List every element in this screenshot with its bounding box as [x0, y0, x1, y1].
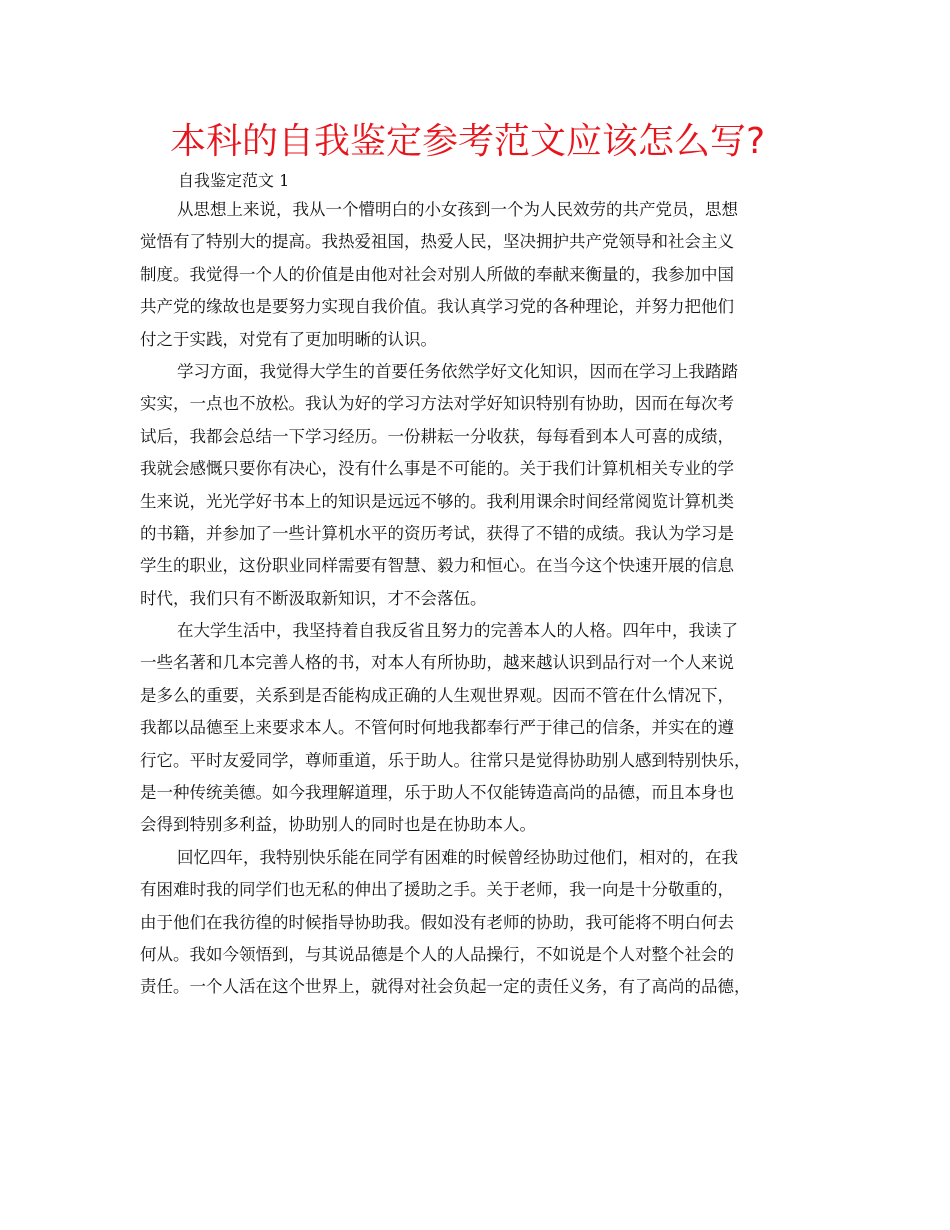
text-line: 觉悟有了特别大的提高。我热爱祖国，热爱人民，坚决拥护共产党领导和社会主义	[140, 232, 734, 252]
text-line: 试后，我都会总结一下学习经历。一份耕耘一分收获，每每看到本人可喜的成绩，	[140, 426, 734, 446]
text-line: 制度。我觉得一个人的价值是由他对社会对别人所做的奉献来衡量的，我参加中国	[140, 264, 734, 284]
text-line: 学习方面，我觉得大学生的首要任务依然学好文化知识，因而在学习上我踏踏	[177, 361, 738, 381]
text-line: 行它。平时友爱同学，尊师重道，乐于助人。往常只是觉得协助别人感到特别快乐，	[140, 750, 751, 770]
document-title: 本科的自我鉴定参考范文应该怎么写?	[170, 121, 766, 162]
paragraph-4	[140, 842, 812, 1004]
text-line: 时代，我们只有不断汲取新知识，才不会落伍。	[140, 588, 487, 608]
text-line: 回忆四年，我特别快乐能在同学有困难的时候曾经协助过他们，相对的，在我	[177, 847, 738, 867]
text-line: 付之于实践，对党有了更加明晰的认识。	[140, 329, 437, 349]
text-line: 的书籍，并参加了一些计算机水平的资历考试，获得了不错的成绩。我认为学习是	[140, 523, 734, 543]
text-line: 我就会感慨只要你有决心，没有什么事是不可能的。关于我们计算机相关专业的学	[140, 459, 734, 479]
text-line: 实实，一点也不放松。我认为好的学习方法对学好知识特别有协助，因而在每次考	[140, 394, 734, 414]
document-body	[140, 194, 812, 1004]
text-line: 会得到特别多利益，协助别人的同时也是在协助本人。	[140, 815, 536, 835]
text-line: 生来说，光光学好书本上的知识是远远不够的。我利用课余时间经常阅览计算机类	[140, 491, 734, 511]
text-line: 何从。我如今领悟到，与其说品德是个人的人品操行，不如说是个人对整个社会的	[140, 944, 734, 964]
text-line: 是一种传统美德。如今我理解道理，乐于助人不仅能铸造高尚的品德，而且本身也	[140, 783, 734, 803]
paragraph-2	[140, 356, 812, 615]
paragraph-3	[140, 615, 812, 842]
text-line: 是多么的重要，关系到是否能构成正确的人生观世界观。因而不管在什么情况下，	[140, 685, 734, 705]
text-line: 有困难时我的同学们也无私的伸出了援助之手。关于老师，我一向是十分敬重的，	[140, 880, 734, 900]
text-line: 在大学生活中，我坚持着自我反省且努力的完善本人的人格。四年中，我读了	[177, 621, 738, 641]
document-subtitle: 自我鉴定范文 1	[178, 171, 290, 190]
text-line: 我都以品德至上来要求本人。不管何时何地我都奉行严于律己的信条，并实在的遵	[140, 718, 734, 738]
text-line: 学生的职业，这份职业同样需要有智慧、毅力和恒心。在当今这个快速开展的信息	[140, 556, 734, 576]
paragraph-1	[140, 194, 812, 356]
text-line: 责任。一个人活在这个世界上，就得对社会负起一定的责任义务，有了高尚的品德，	[140, 977, 751, 997]
text-line: 由于他们在我彷徨的时候指导协助我。假如没有老师的协助，我可能将不明白何去	[140, 912, 734, 932]
text-line: 从思想上来说，我从一个懵明白的小女孩到一个为人民效劳的共产党员，思想	[177, 200, 738, 219]
text-line: 共产党的缘故也是要努力实现自我价值。我认真学习党的各种理论，并努力把他们	[140, 297, 734, 317]
text-line: 一些名著和几本完善人格的书，对本人有所协助，越来越认识到品行对一个人来说	[140, 653, 734, 673]
